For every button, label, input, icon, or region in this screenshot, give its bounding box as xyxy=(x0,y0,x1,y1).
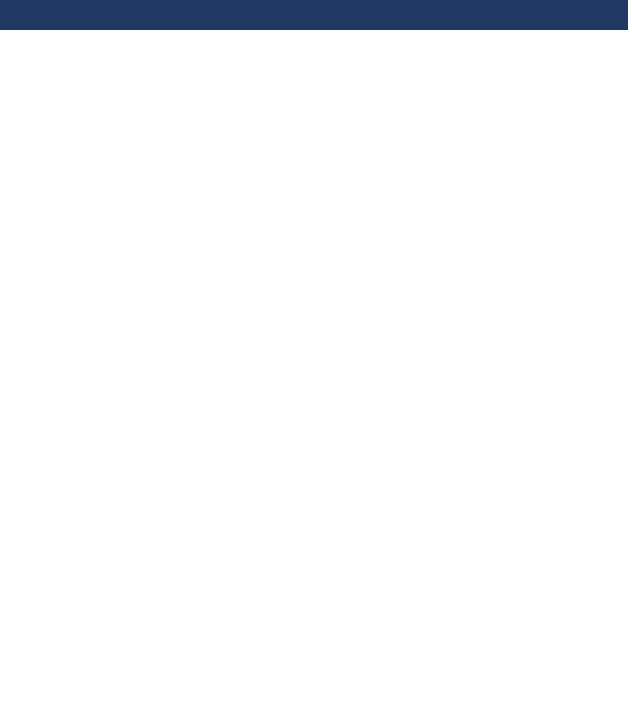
statement-title xyxy=(0,0,628,30)
